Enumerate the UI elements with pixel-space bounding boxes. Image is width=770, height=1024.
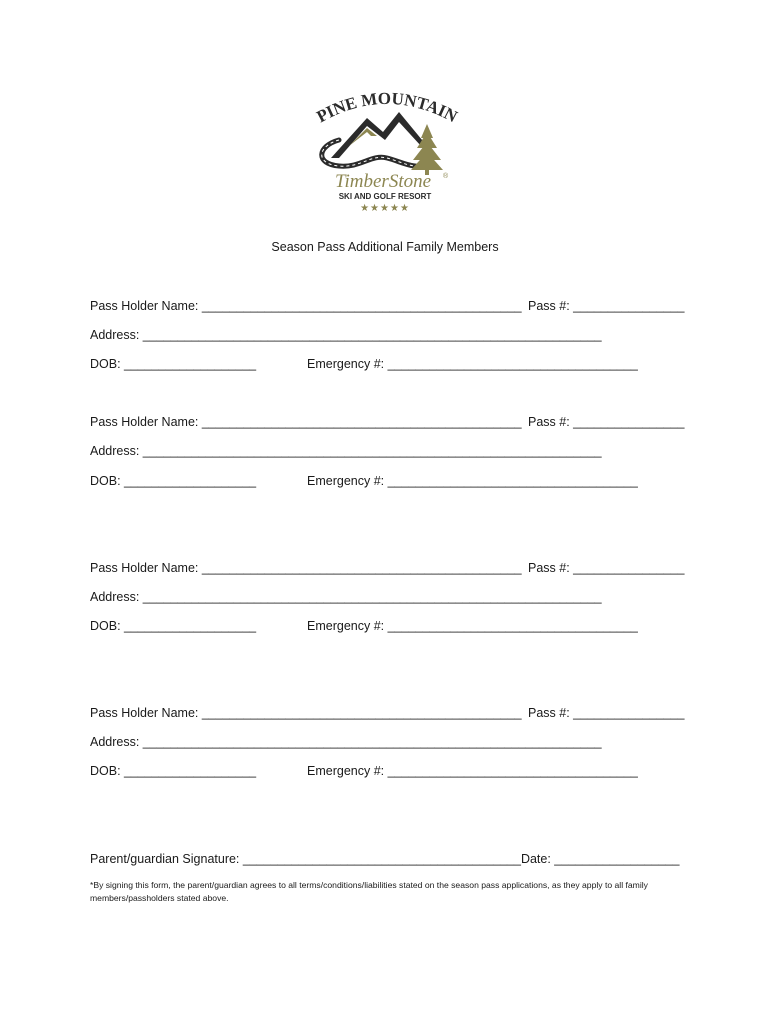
pass-holder-name-field[interactable]: Pass Holder Name: ______________________________________________: [90, 706, 522, 720]
emergency-number-field[interactable]: Emergency #: ____________________________________: [307, 357, 638, 371]
pass-holder-name-field[interactable]: Pass Holder Name: ______________________________________________: [90, 299, 522, 313]
pine-tree-icon: [411, 124, 443, 175]
brand-tagline: SKI AND GOLF RESORT: [338, 192, 432, 201]
svg-text:PINE MOUNTAIN: [313, 89, 461, 127]
brand-name-script: TimberStone: [334, 171, 432, 192]
pass-holder-name-field[interactable]: Pass Holder Name: ______________________________________________: [90, 415, 522, 429]
address-field[interactable]: Address: __________________________________________________________________: [90, 735, 602, 749]
rating-stars: ★★★★★: [360, 203, 410, 214]
dob-field[interactable]: DOB: ___________________: [90, 619, 257, 633]
guardian-signature-date-field[interactable]: Parent/guardian Signature: ________________________________________Date: __________________: [90, 852, 680, 866]
emergency-number-field[interactable]: Emergency #: ____________________________________: [307, 474, 638, 488]
pass-number-field[interactable]: Pass #: ________________: [528, 299, 685, 313]
address-field[interactable]: Address: __________________________________________________________________: [90, 328, 602, 342]
dob-field[interactable]: DOB: ___________________: [90, 474, 257, 488]
brand-name-arc: PINE MOUNTAIN: [313, 88, 461, 127]
pine-mountain-timberstone-logo: [309, 84, 465, 216]
emergency-number-field[interactable]: Emergency #: ____________________________________: [307, 619, 638, 633]
address-field[interactable]: Address: __________________________________________________________________: [90, 444, 602, 458]
pass-number-field[interactable]: Pass #: ________________: [528, 706, 685, 720]
dob-field[interactable]: DOB: ___________________: [90, 357, 257, 371]
pass-number-field[interactable]: Pass #: ________________: [528, 561, 685, 575]
mountain-icon: [331, 112, 427, 158]
pass-holder-name-field[interactable]: Pass Holder Name: ______________________________________________: [90, 561, 522, 575]
dob-field[interactable]: DOB: ___________________: [90, 764, 257, 778]
form-title: Season Pass Additional Family Members: [271, 240, 499, 254]
registered-mark: ®: [443, 173, 449, 180]
address-field[interactable]: Address: __________________________________________________________________: [90, 590, 602, 604]
pass-number-field[interactable]: Pass #: ________________: [528, 415, 685, 429]
emergency-number-field[interactable]: Emergency #: ____________________________________: [307, 764, 638, 778]
disclaimer-note: *By signing this form, the parent/guardian agrees to all terms/conditions/liabilities stated on the season pass applications, as they apply to all family members/passholders stated above.: [90, 880, 648, 903]
